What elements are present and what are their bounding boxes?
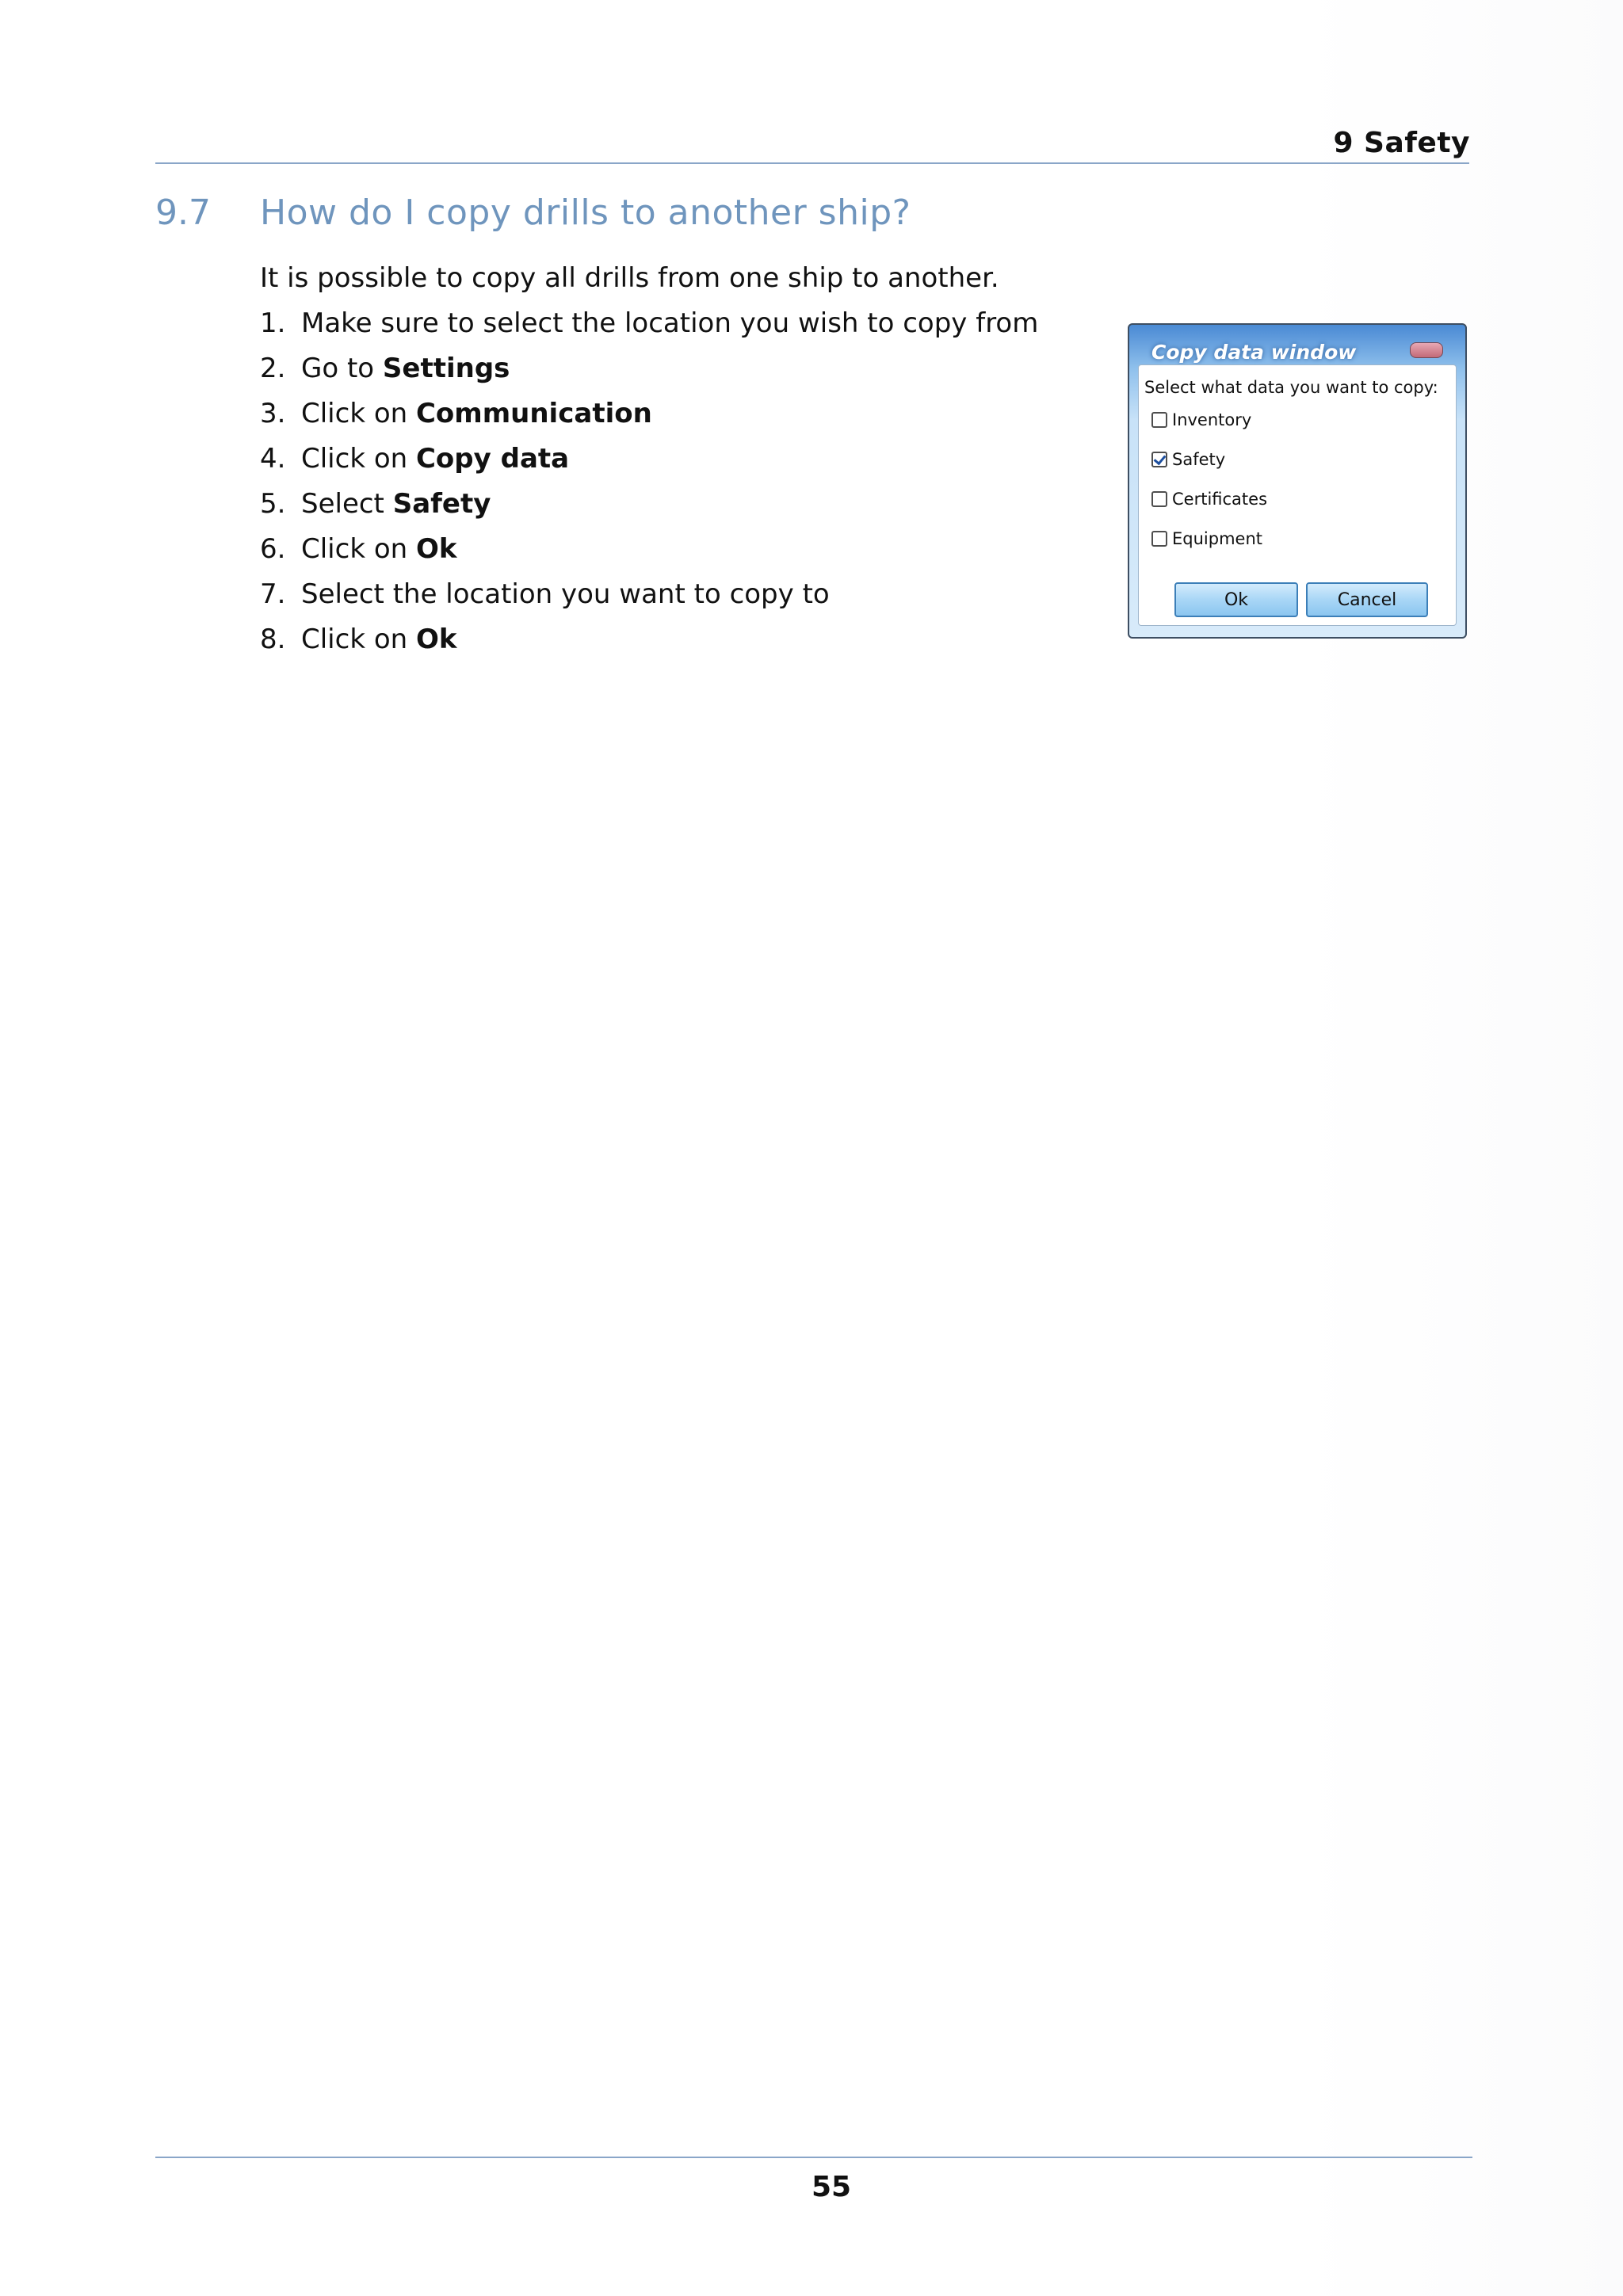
header-rule	[155, 162, 1469, 164]
cancel-button[interactable]: Cancel	[1306, 582, 1428, 617]
step-number: 3.	[260, 398, 286, 429]
list-item	[260, 486, 1038, 532]
close-icon[interactable]	[1410, 342, 1443, 358]
list-item	[260, 441, 1038, 486]
option-inventory[interactable]	[1151, 410, 1251, 430]
option-label: Safety	[1172, 450, 1226, 469]
running-header: 9 Safety	[1333, 127, 1470, 159]
dialog-prompt: Select what data you want to copy:	[1144, 378, 1438, 397]
step-text: Click on Ok	[301, 533, 457, 565]
equipment-checkbox[interactable]	[1151, 531, 1167, 547]
step-number: 6.	[260, 533, 286, 565]
ok-button[interactable]: Ok	[1174, 582, 1298, 617]
section-title: How do I copy drills to another ship?	[260, 193, 911, 233]
intro-paragraph: It is possible to copy all drills from one ship to another.	[260, 262, 999, 294]
step-number: 7.	[260, 578, 286, 610]
step-number: 5.	[260, 488, 286, 520]
step-text: Select the location you want to copy to	[301, 578, 830, 610]
step-text: Make sure to select the location you wish to copy from	[301, 307, 1039, 339]
step-text: Click on Communication	[301, 398, 652, 429]
step-number: 8.	[260, 624, 286, 655]
page-number: 55	[811, 2171, 852, 2203]
list-item	[260, 351, 1038, 396]
list-item	[260, 532, 1038, 577]
option-label: Inventory	[1172, 410, 1252, 429]
inventory-checkbox[interactable]	[1151, 412, 1167, 428]
safety-checkbox[interactable]	[1151, 452, 1167, 467]
step-text: Click on Copy data	[301, 443, 570, 475]
steps-list	[260, 306, 1038, 667]
step-text: Select Safety	[301, 488, 491, 520]
section-number: 9.7	[155, 193, 211, 233]
step-number: 1.	[260, 307, 286, 339]
list-item	[260, 577, 1038, 622]
certificates-checkbox[interactable]	[1151, 491, 1167, 507]
dialog-panel	[1138, 364, 1457, 626]
copy-data-dialog	[1128, 323, 1467, 639]
step-text: Go to Settings	[301, 353, 510, 384]
option-label: Equipment	[1172, 529, 1262, 548]
list-item	[260, 306, 1038, 351]
step-number: 4.	[260, 443, 286, 475]
option-certificates[interactable]	[1151, 489, 1267, 509]
option-safety[interactable]	[1151, 449, 1225, 470]
step-text: Click on Ok	[301, 624, 457, 655]
list-item	[260, 622, 1038, 667]
step-number: 2.	[260, 353, 286, 384]
dialog-title: Copy data window	[1151, 341, 1357, 364]
list-item	[260, 396, 1038, 441]
option-equipment[interactable]	[1151, 528, 1262, 549]
footer-rule	[155, 2157, 1472, 2158]
option-label: Certificates	[1172, 490, 1268, 509]
